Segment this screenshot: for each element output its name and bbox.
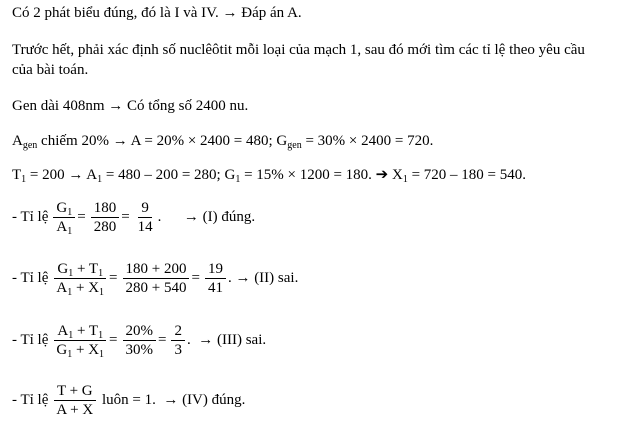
ratio-row-4: - Tỉ lệ $\frac{T + G}{A + X}$ luôn = 1. → (IV) đúng. bbox=[12, 383, 246, 418]
fraction-20-30: $\frac{20\%}{30\%}$ bbox=[123, 323, 157, 358]
fraction-180-280: $\frac{180}{280}$ bbox=[91, 200, 120, 235]
fraction-tg-ax: $\frac{T + G}{A + X}$ bbox=[53, 383, 96, 418]
fraction-19-41: $\frac{19}{41}$ bbox=[205, 261, 226, 296]
fraction-9-14: $\frac{9}{14}$ bbox=[137, 200, 153, 235]
line-conclusion: Có 2 phát biểu đúng, đó là I và IV. → Đáp án A. bbox=[12, 5, 302, 21]
fraction-380-820: $\frac{180 + 200}{280 + 540}$ bbox=[123, 261, 190, 296]
ratio-row-2: - Tỉ lệ $\frac{G_1 + T_1}{A_1 + X_1}$ = $\frac{180 + 200}{280 + 540}$ = $\frac{19}{41}$ . → (II) sai. bbox=[12, 261, 299, 298]
line-strand1-counts: $T_1 = 200 \to A_1 = 480 - 200 = 280$; $G_1 = 15\% \times 1200 = 180$. ➔ $X_1 = 720 - 180 = 540$. bbox=[12, 167, 527, 185]
line-intro-2: của bài toán. bbox=[12, 62, 89, 78]
ratio-row-1: - Tỉ lệ $\frac{G_1}{A_1}$ = $\frac{180}{280}$ = $\frac{9}{14}$ . → (I) đúng. bbox=[12, 200, 256, 237]
fraction-2-3: $\frac{2}{3}$ bbox=[171, 323, 185, 358]
ratio-row-3: - Tỉ lệ $\frac{A_1 + T_1}{G_1 + X_1}$ = $\frac{20\%}{30\%}$ = $\frac{2}{3}$ . → (III) sai. bbox=[12, 323, 267, 360]
line-gene-counts: $A_{gen}$ chiếm 20% → A = 20% × 2400 = 480; $G_{gen} = 30\% \times 2400 = 720$. bbox=[12, 133, 434, 151]
line-gene-length: Gen dài 408nm → Có tổng số 2400 nu. bbox=[12, 98, 249, 114]
fraction-g1t1-a1x1: $\frac{G_1 + T_1}{A_1 + X_1}$ bbox=[53, 261, 107, 296]
line-intro-1: Trước hết, phải xác định số nuclêôtit mỗi loại của mạch 1, sau đó mới tìm các tỉ lệ theo yêu cầu bbox=[12, 42, 585, 58]
fraction-a1t1-g1x1: $\frac{A_1 + T_1}{G_1 + X_1}$ bbox=[53, 323, 107, 358]
fraction-g1-a1: $\frac{G_1}{A_1}$ bbox=[53, 200, 75, 235]
